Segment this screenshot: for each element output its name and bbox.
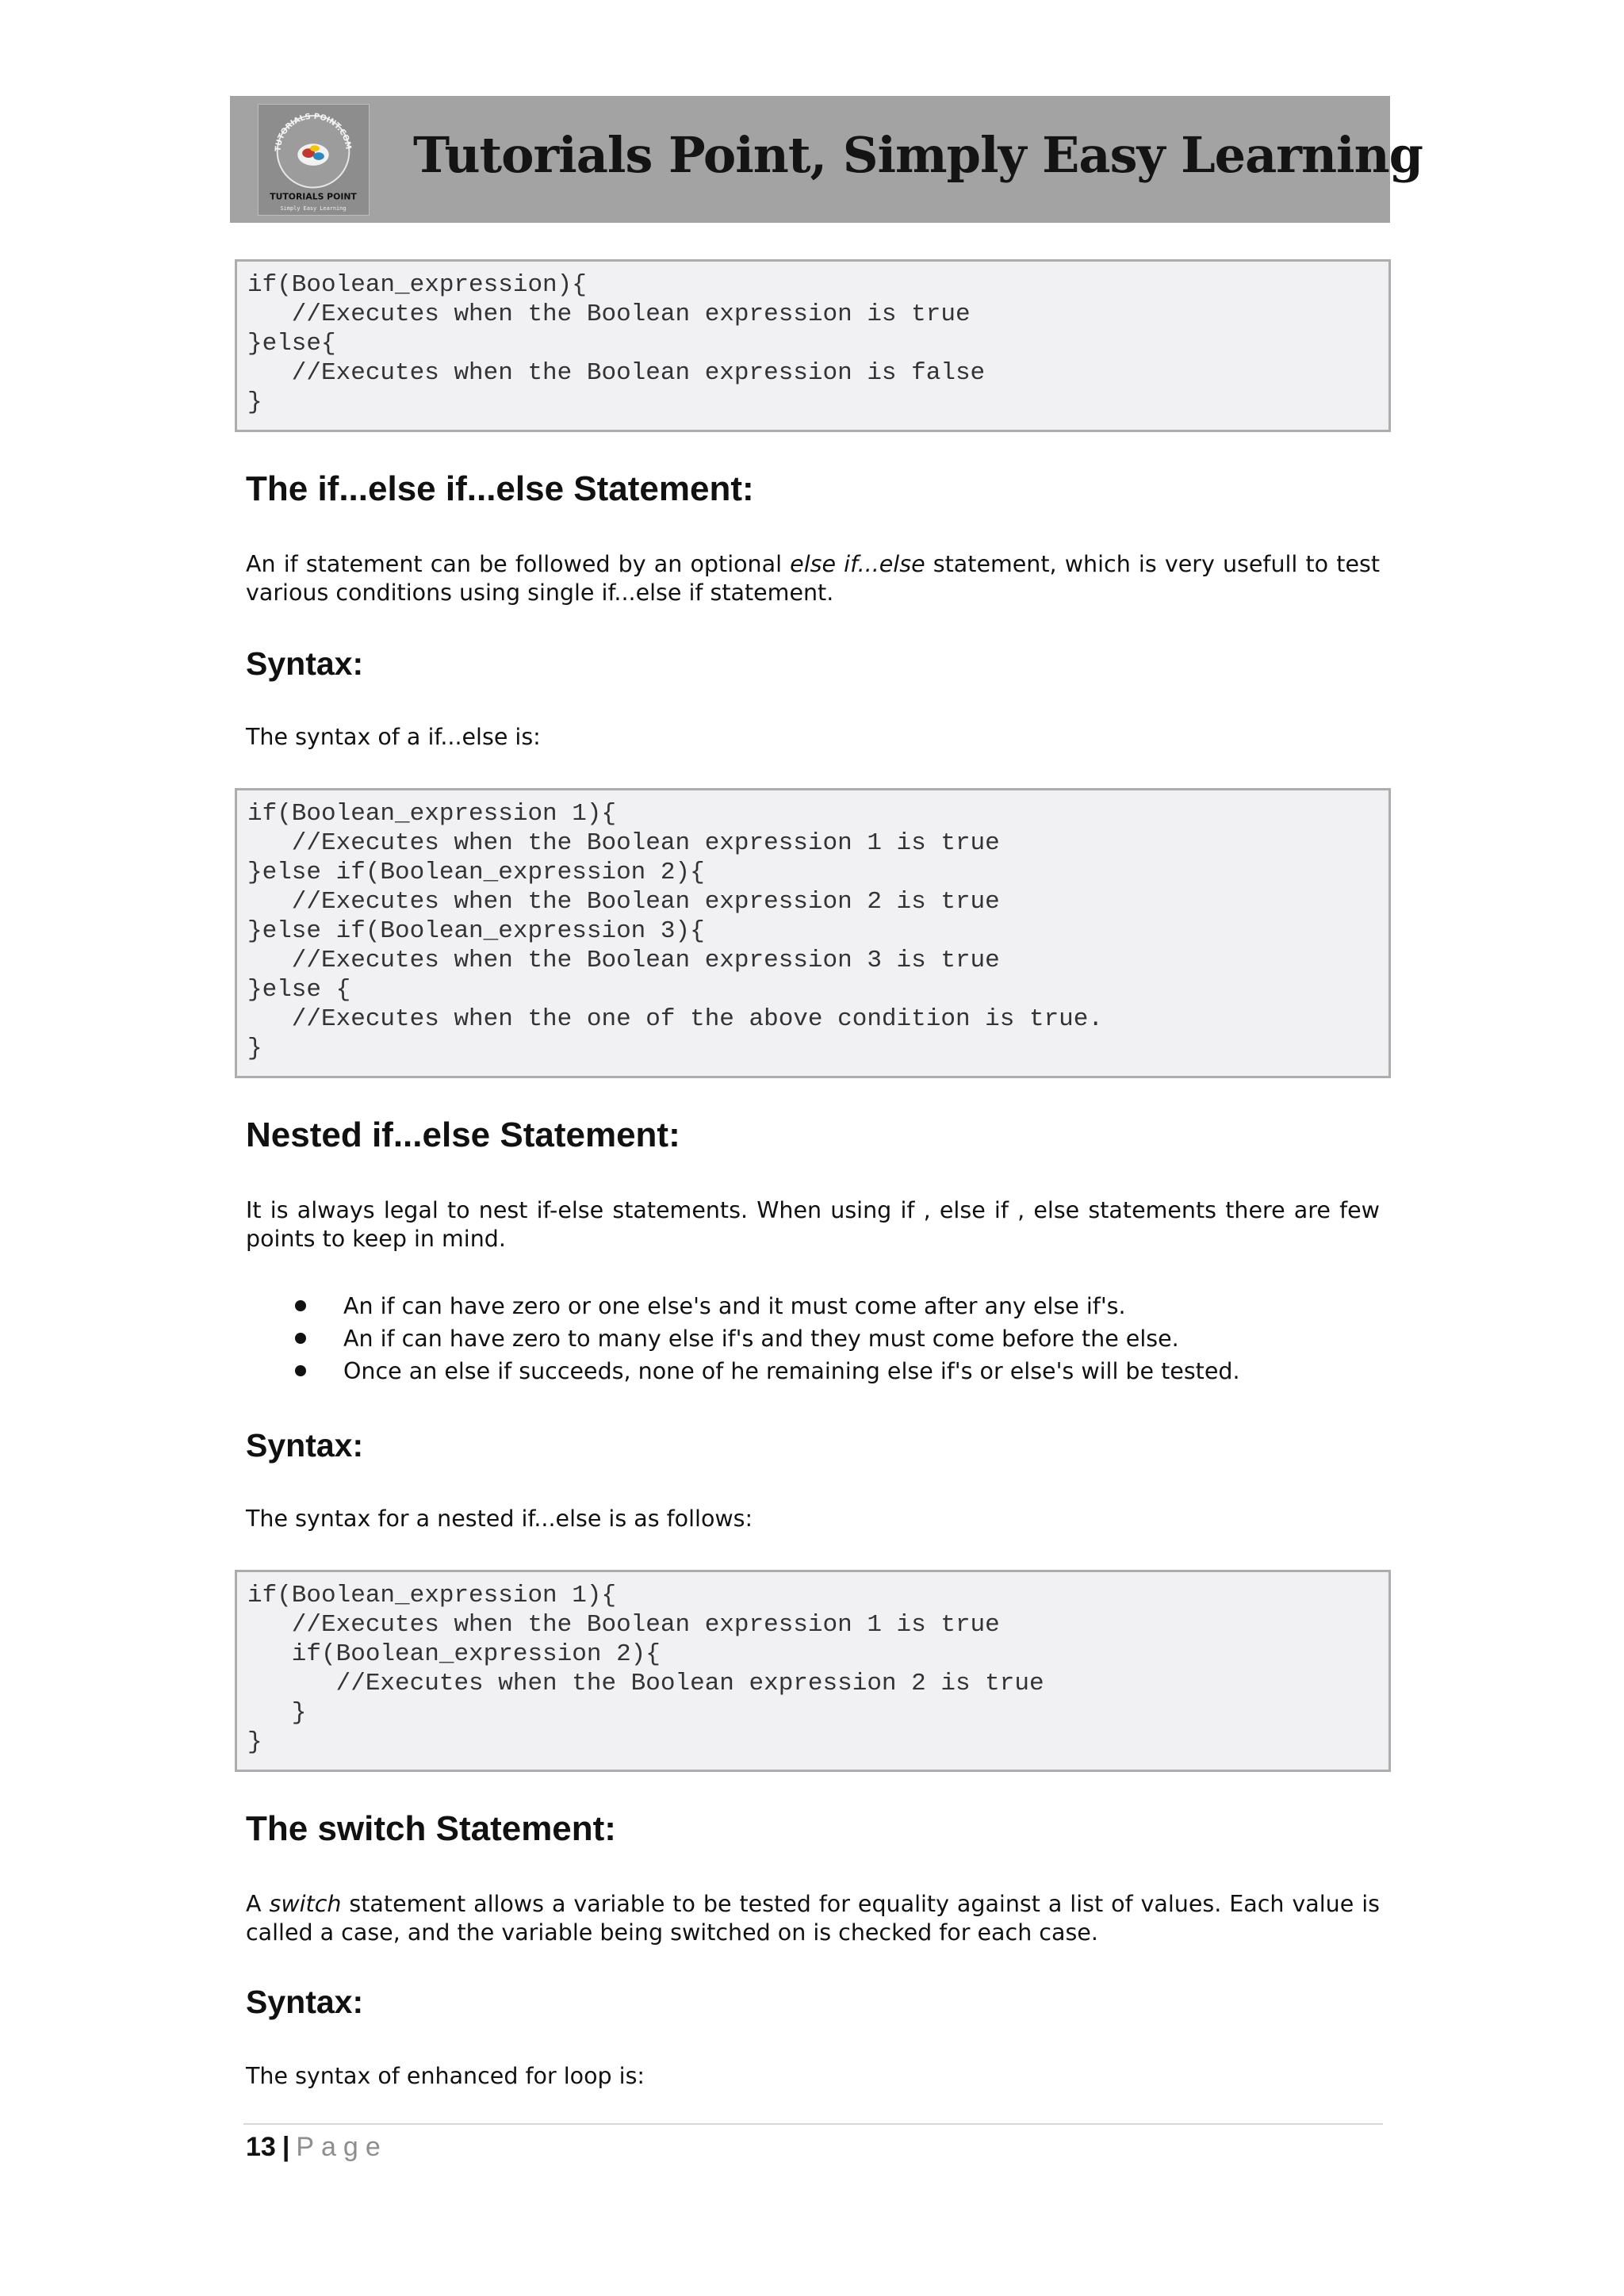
paragraph-switch: A switch statement allows a variable to be tested for equality against a list of values. Each value is called a case, and the variable being switched on is checked for each case. [246,1891,1380,1946]
logo-ring-text: TUTORIALS POINT.COM [274,112,353,152]
page-header-banner [230,96,1423,223]
tutorials-point-logo [258,104,370,216]
footer-divider [243,2123,1383,2125]
code-block-nested-if [235,1570,1391,1772]
nested-rules-list [246,1290,1380,1387]
code-block-if-else [235,259,1391,432]
syntax-heading-nested: Syntax: [246,1427,364,1464]
page-label: Page [296,2132,388,2162]
heading-if-else-if-else: The if...else if...else Statement: [246,469,754,508]
heading-nested-if-else: Nested if...else Statement: [246,1115,680,1154]
syntax-intro-switch: The syntax of enhanced for loop is: [246,2063,645,2089]
page-number: 13 [246,2132,276,2162]
code-text: if(Boolean_expression 1){ //Executes when the Boolean expression 1 is true }else if(Boolean_expression 2){ //Executes when the Boolean expression 2 is true }else if(Boolean_expression 3){ //Executes when the Boolean expression 3 is true }else { //Executes when the one of the above condition is true. } [247,800,1103,1062]
logo-text: TUTORIALS POINT [270,191,357,202]
page-footer [246,2132,388,2163]
list-item: Once an else if succeeds, none of he remaining else if's or else's will be tested. [246,1355,1380,1387]
bullet-icon [295,1333,306,1344]
syntax-heading-else-if: Syntax: [246,645,364,682]
logo-graphic [259,105,369,215]
code-block-else-if-chain [235,788,1391,1078]
paragraph-nested: It is always legal to nest if-else statements. When using if , else if , else statements there are few points to keep in mind. [246,1197,1380,1252]
header-title: Tutorials Point, Simply Easy Learning [413,126,1423,184]
paragraph-else-if: An if statement can be followed by an optional else if...else statement, which is very usefull to test various conditions using single if...else if statement. [246,551,1381,606]
syntax-intro-nested: The syntax for a nested if...else is as follows: [246,1506,753,1532]
list-item: An if can have zero or one else's and it must come after any else if's. [246,1290,1380,1322]
syntax-intro-else-if: The syntax of a if...else is: [246,724,541,750]
syntax-heading-switch: Syntax: [246,1984,364,2020]
list-item: An if can have zero to many else if's and they must come before the else. [246,1322,1380,1355]
code-text: if(Boolean_expression){ //Executes when the Boolean expression is true }else{ //Executes when the Boolean expression is false } [247,271,986,416]
heading-switch: The switch Statement: [246,1809,616,1848]
bullet-icon [295,1300,306,1311]
bullet-icon [295,1365,306,1376]
footer-separator: | [282,2132,290,2162]
code-text: if(Boolean_expression 1){ //Executes when the Boolean expression 1 is true if(Boolean_expression 2){ //Executes when the Boolean expression 2 is true } } [247,1582,1044,1756]
logo-tagline: Simply Easy Learning [280,205,347,212]
emphasis-else-if: else if...else [790,551,925,577]
emphasis-switch: switch [269,1891,342,1917]
